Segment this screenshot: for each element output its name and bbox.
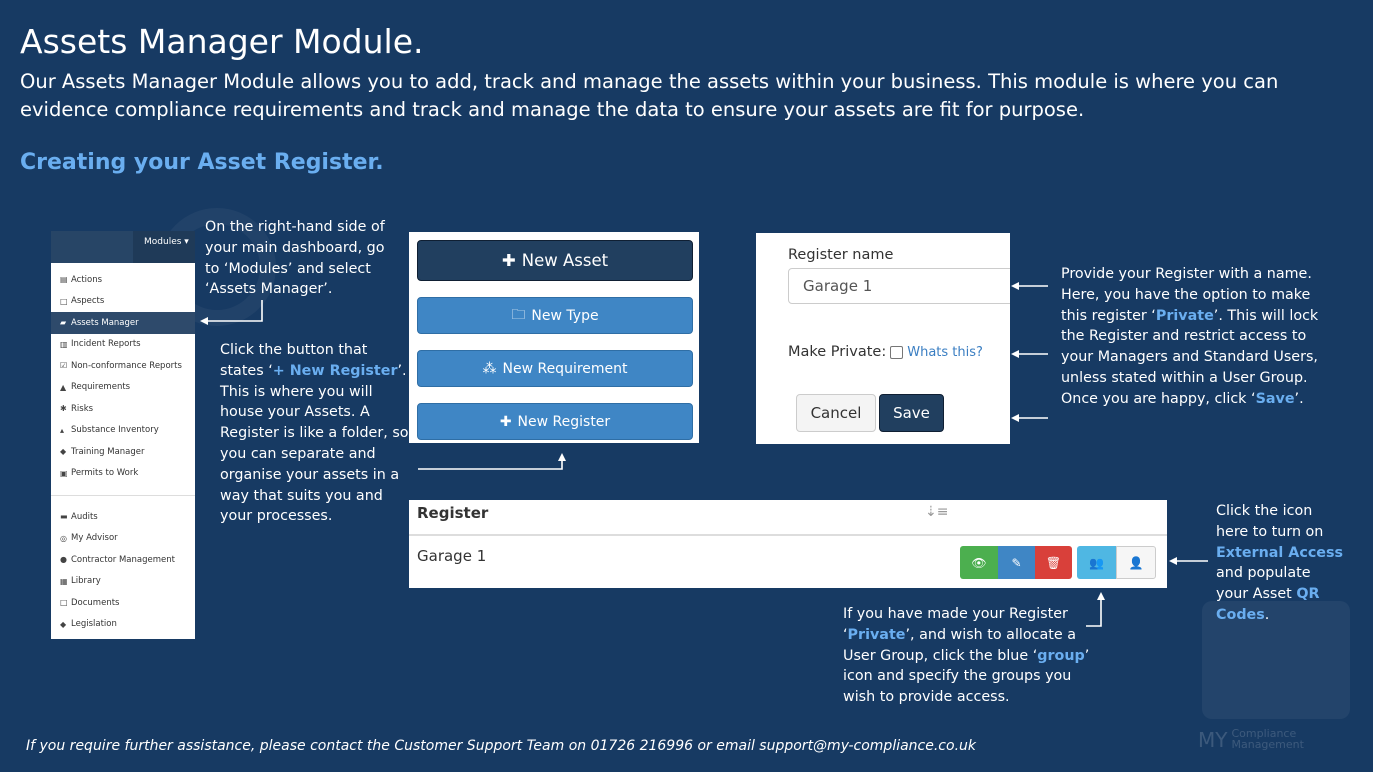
sidebar-item-label: Permits to Work bbox=[71, 468, 139, 479]
new-asset-button[interactable]: ✚ New Asset bbox=[417, 240, 693, 281]
documents-icon: □ bbox=[60, 598, 68, 608]
folder-icon: 🗀 bbox=[511, 306, 526, 323]
permits-to-work-icon: ▣ bbox=[60, 468, 68, 478]
sidebar-item-label: Actions bbox=[71, 274, 103, 285]
register-name-cell: Garage 1 bbox=[417, 547, 487, 565]
new-requirement-button[interactable]: ⁂ New Requirement bbox=[417, 350, 693, 387]
risks-icon: ✱ bbox=[60, 404, 67, 414]
edit-icon[interactable]: ✎ bbox=[998, 546, 1035, 579]
watermark-line2: Management bbox=[1231, 738, 1304, 751]
audits-icon: ▬ bbox=[60, 512, 68, 522]
sidebar-item-label: Non-conformance Reports bbox=[71, 360, 182, 371]
aspects-icon: □ bbox=[60, 296, 68, 306]
new-type-button[interactable]: 🗀 New Type bbox=[417, 297, 693, 334]
requirements-icon: ▲ bbox=[60, 382, 67, 392]
sidebar-item-label: My Advisor bbox=[71, 533, 118, 544]
actions-icon: ▤ bbox=[60, 275, 68, 285]
assets-manager-icon: ▰ bbox=[60, 318, 67, 328]
incident-reports-icon: ▥ bbox=[60, 339, 68, 349]
save-button[interactable]: Save bbox=[879, 394, 944, 432]
note-user-group: If you have made your Register ‘Private’, and wish to allocate a User Group, click the blue ‘group’ icon and specify the groups you wish to provide access. bbox=[843, 606, 1090, 706]
page-title: Assets Manager Module. bbox=[20, 22, 424, 61]
register-column-header: Register bbox=[417, 504, 489, 522]
user-group-icon[interactable]: 👥 bbox=[1077, 546, 1116, 579]
cubes-icon: ⁂ bbox=[482, 360, 497, 377]
sidebar-item-label: Assets Manager bbox=[71, 317, 139, 328]
section-subtitle: Creating your Asset Register. bbox=[20, 150, 384, 175]
whats-this-link[interactable]: Whats this? bbox=[907, 344, 983, 360]
sidebar-item-label: Contractor Management bbox=[71, 554, 175, 565]
library-icon: ▦ bbox=[60, 576, 68, 586]
new-register-button[interactable]: ✚ New Register bbox=[417, 403, 693, 440]
external-access-icon[interactable]: 👤 bbox=[1116, 546, 1156, 579]
intro-text: Our Assets Manager Module allows you to add, track and manage the assets within your business. This module is where you can evidence compliance requirements and track and manage the data to ensure your assets are fit for purpose. bbox=[20, 70, 1279, 121]
note-new-register: Click the button that states ‘+ New Register’. This is where you will house your Assets. A Register is like a folder, so you can separate and organise your assets in a way that suits you and your processes. bbox=[220, 342, 409, 525]
sidebar-item-label: Documents bbox=[71, 597, 120, 608]
sidebar-item-label: Incident Reports bbox=[71, 339, 141, 350]
sort-icon[interactable]: ⇣≡ bbox=[925, 504, 949, 520]
sidebar-item-label: Training Manager bbox=[71, 446, 145, 457]
sidebar-item-label: Aspects bbox=[71, 296, 105, 307]
delete-trash-icon[interactable]: 🗑 bbox=[1035, 546, 1072, 579]
note-register-name: Provide your Register with a name. Here, you have the option to make this register ‘Private’. This will lock the Register and restrict access to your Managers and Standard Users, unless stated within a User Group. Once you are happy, click ‘Save’. bbox=[1061, 266, 1319, 407]
substance-inventory-icon: ▴ bbox=[60, 425, 65, 435]
sidebar-item-label: Legislation bbox=[71, 619, 117, 630]
legislation-icon: ◆ bbox=[60, 619, 67, 629]
non-conformance-reports-icon: ☑ bbox=[60, 361, 68, 371]
register-name-input[interactable]: Garage 1 bbox=[788, 268, 1010, 304]
make-private-label: Make Private: bbox=[788, 344, 887, 360]
highlight-new-register: + New Register bbox=[272, 362, 398, 379]
view-eye-icon[interactable]: 👁 bbox=[960, 546, 998, 579]
plus-icon: ✚ bbox=[499, 413, 512, 430]
sidebar-item-label: Requirements bbox=[71, 382, 131, 393]
sidebar-item-label: Audits bbox=[71, 511, 98, 522]
my-advisor-icon: ◎ bbox=[60, 533, 67, 543]
sidebar-item-label: Library bbox=[71, 576, 101, 587]
note-modules: On the right-hand side of your main dashboard, go to ‘Modules’ and select ‘Assets Manager’. bbox=[205, 219, 385, 298]
cancel-button[interactable]: Cancel bbox=[796, 394, 876, 432]
note-external-access: Click the icon here to turn on External Access and populate your Asset QR Codes. bbox=[1216, 503, 1344, 623]
sidebar-item-label: Substance Inventory bbox=[71, 425, 159, 436]
footer-contact: If you require further assistance, please contact the Customer Support Team on 01726 216996 or email support@my-compliance.co.uk bbox=[26, 738, 977, 754]
sidebar-item-label: Risks bbox=[71, 403, 94, 414]
watermark-my: MY bbox=[1198, 728, 1228, 752]
plus-icon: ✚ bbox=[501, 251, 516, 270]
contractor-management-icon: ● bbox=[60, 555, 67, 565]
register-name-label: Register name bbox=[788, 247, 894, 263]
training-manager-icon: ◆ bbox=[60, 447, 67, 457]
modules-dropdown[interactable]: Modules ▾ bbox=[144, 237, 189, 247]
watermark-line1: Compliance bbox=[1231, 727, 1297, 740]
